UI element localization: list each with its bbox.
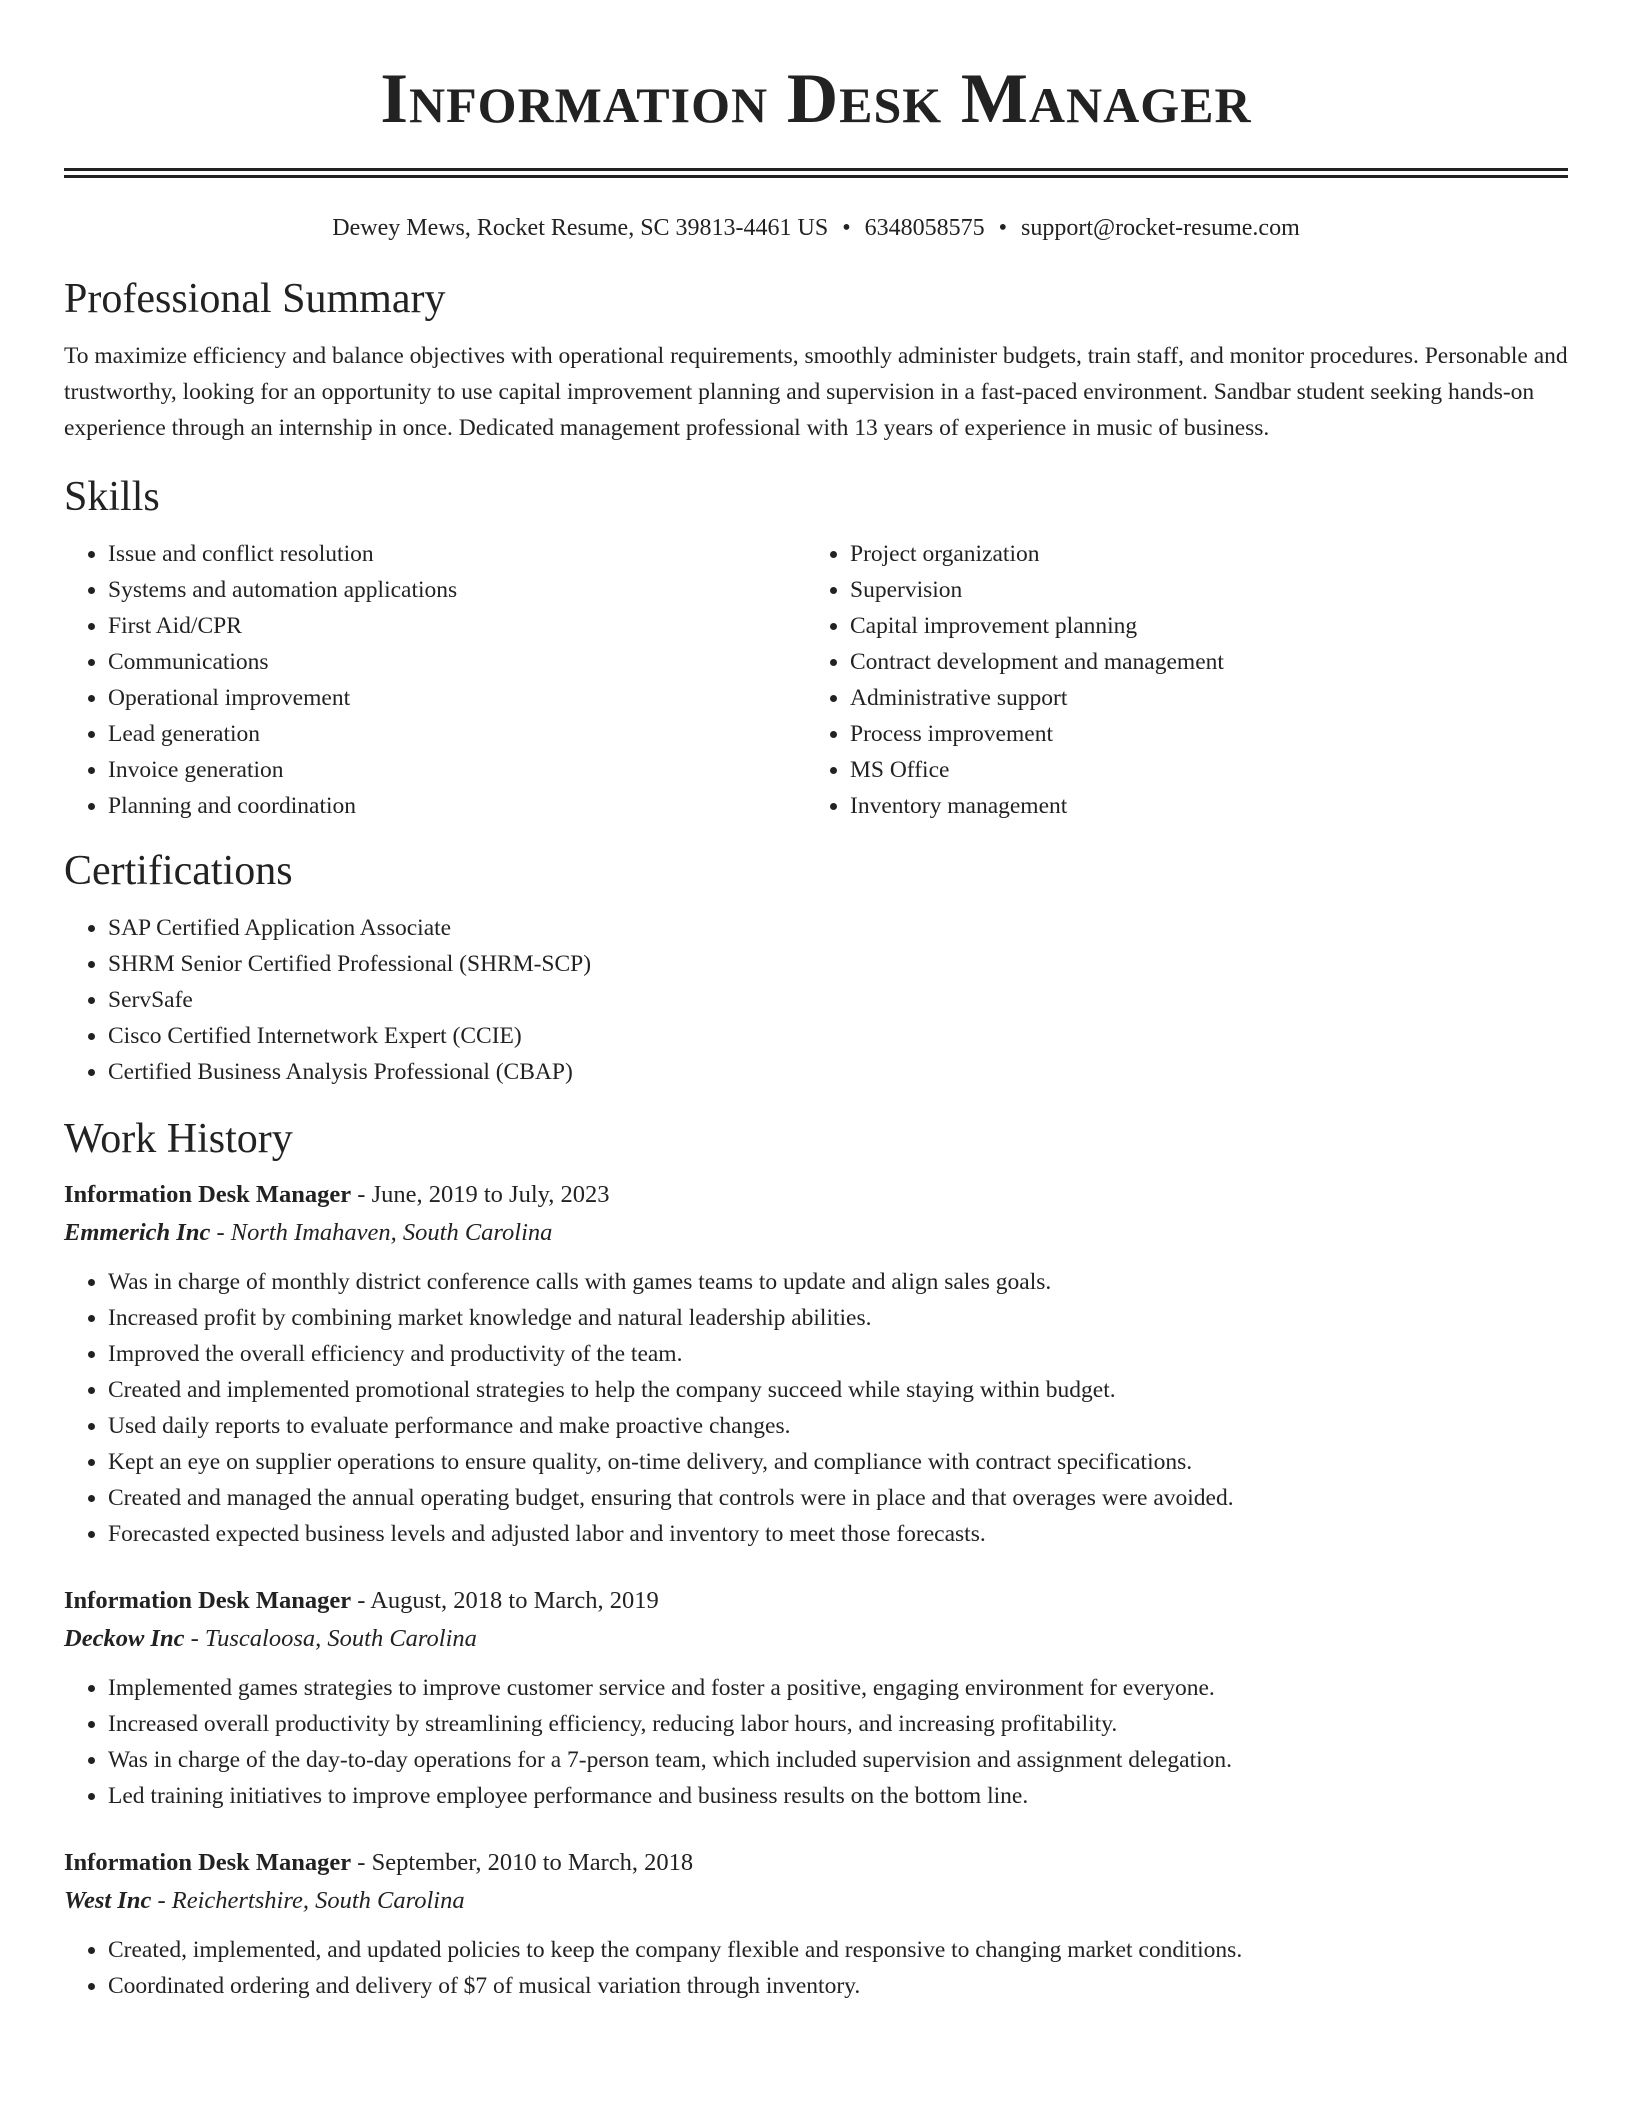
job-company-line (64, 1882, 1568, 1920)
job-bullet: • Improved the overall efficiency and productivity of the team. (108, 1336, 1568, 1372)
skill-item: • Systems and automation applications (108, 572, 806, 608)
job-bullet: • Created and implemented promotional strategies to help the company succeed while staying within budget. (108, 1372, 1568, 1408)
skill-item: • Communications (108, 644, 806, 680)
job-bullet: • Increased overall productivity by streamlining efficiency, reducing labor hours, and increasing profitability. (108, 1706, 1568, 1742)
job-dates: - September, 2010 to March, 2018 (351, 1849, 694, 1876)
skills-column-right (806, 536, 1548, 824)
job-bullet: • Was in charge of the day-to-day operations for a 7-person team, which included supervision and assignment delegation. (108, 1742, 1568, 1778)
double-rule-divider (64, 168, 1568, 178)
certification-item: • SAP Certified Application Associate (108, 910, 1568, 946)
job-company-line (64, 1620, 1568, 1658)
summary-text: To maximize efficiency and balance objectives with operational requirements, smoothly administer budgets, train staff, and monitor procedures. Personable and trustworthy, looking for an opportunity to use capital improvement planning and supervision in a fast-paced environment. Sandbar student seeking hands-on experience through an internship in once. Dedicated management professional with 13 years of experience in music of business. (64, 343, 1568, 441)
job-title: Information Desk Manager (64, 1587, 352, 1614)
job-bullets (64, 1670, 1568, 1814)
certification-item: • Certified Business Analysis Professional (CBAP) (108, 1054, 1568, 1090)
job-bullets (64, 1264, 1568, 1552)
job-company: West Inc (64, 1887, 152, 1914)
bullet-separator: • (998, 215, 1008, 241)
skill-item: • Administrative support (850, 680, 1548, 716)
resume-page (64, 0, 1568, 2004)
contact-email: support@rocket-resume.com (1021, 215, 1300, 241)
job-location: - Reichertshire, South Carolina (151, 1887, 465, 1914)
job-dates: - August, 2018 to March, 2019 (351, 1587, 659, 1614)
contact-phone: 6348058575 (864, 215, 985, 241)
certification-item: • ServSafe (108, 982, 1568, 1018)
skill-item: • MS Office (850, 752, 1548, 788)
job-company: Deckow Inc (64, 1625, 185, 1652)
skill-item: • Process improvement (850, 716, 1548, 752)
job-title-line (64, 1582, 1568, 1620)
job-bullet: • Created and managed the annual operating budget, ensuring that controls were in place and that overages were avoided. (108, 1480, 1568, 1516)
job-title: Information Desk Manager (64, 1181, 352, 1208)
skill-item: • Contract development and management (850, 644, 1548, 680)
skills-heading: Skills (64, 474, 160, 520)
job-entry (64, 1844, 1568, 2004)
job-entry (64, 1176, 1568, 1552)
job-location: - Tuscaloosa, South Carolina (184, 1625, 477, 1652)
skill-item: • Operational improvement (108, 680, 806, 716)
certifications-heading: Certifications (64, 848, 293, 894)
skill-item: • Issue and conflict resolution (108, 536, 806, 572)
skill-item: • Supervision (850, 572, 1548, 608)
bullet-separator: • (842, 215, 851, 241)
job-bullets (64, 1932, 1568, 2004)
job-bullet: • Kept an eye on supplier operations to ensure quality, on-time delivery, and compliance with contract specifications. (108, 1444, 1568, 1480)
job-bullet: • Increased profit by combining market knowledge and natural leadership abilities. (108, 1300, 1568, 1336)
job-bullet: • Coordinated ordering and delivery of $7 of musical variation through inventory. (108, 1968, 1568, 2004)
job-company-line (64, 1214, 1568, 1252)
skill-item: • Capital improvement planning (850, 608, 1548, 644)
job-bullet: • Implemented games strategies to improve customer service and foster a positive, engaging environment for everyone. (108, 1670, 1568, 1706)
job-bullet: • Forecasted expected business levels and adjusted labor and inventory to meet those forecasts. (108, 1516, 1568, 1552)
skills-column-left (64, 536, 806, 824)
job-dates: - June, 2019 to July, 2023 (351, 1181, 610, 1208)
job-title: Information Desk Manager (64, 1849, 352, 1876)
skill-item: • Project organization (850, 536, 1548, 572)
page-title: Information Desk Manager (380, 60, 1252, 138)
certifications-list (64, 910, 1568, 1090)
skill-item: • Planning and coordination (108, 788, 806, 824)
job-bullet: • Led training initiatives to improve employee performance and business results on the bottom line. (108, 1778, 1568, 1814)
contact-line (64, 212, 1568, 244)
job-location: - North Imahaven, South Carolina (210, 1219, 553, 1246)
job-title-line (64, 1844, 1568, 1882)
work-history-heading: Work History (64, 1116, 293, 1162)
job-bullet: • Was in charge of monthly district conference calls with games teams to update and align sales goals. (108, 1264, 1568, 1300)
job-company: Emmerich Inc (64, 1219, 211, 1246)
certification-item: • Cisco Certified Internetwork Expert (CCIE) (108, 1018, 1568, 1054)
job-entry (64, 1582, 1568, 1814)
skill-item: • Invoice generation (108, 752, 806, 788)
skill-item: • Inventory management (850, 788, 1548, 824)
contact-address: Dewey Mews, Rocket Resume, SC 39813-4461 US (332, 215, 829, 241)
skill-item: • First Aid/CPR (108, 608, 806, 644)
job-bullet: • Used daily reports to evaluate performance and make proactive changes. (108, 1408, 1568, 1444)
job-bullet: • Created, implemented, and updated policies to keep the company flexible and responsive to changing market conditions. (108, 1932, 1568, 1968)
certification-item: • SHRM Senior Certified Professional (SHRM-SCP) (108, 946, 1568, 982)
skill-item: • Lead generation (108, 716, 806, 752)
skills-list (64, 536, 1568, 824)
job-title-line (64, 1176, 1568, 1214)
summary-heading: Professional Summary (64, 276, 446, 322)
